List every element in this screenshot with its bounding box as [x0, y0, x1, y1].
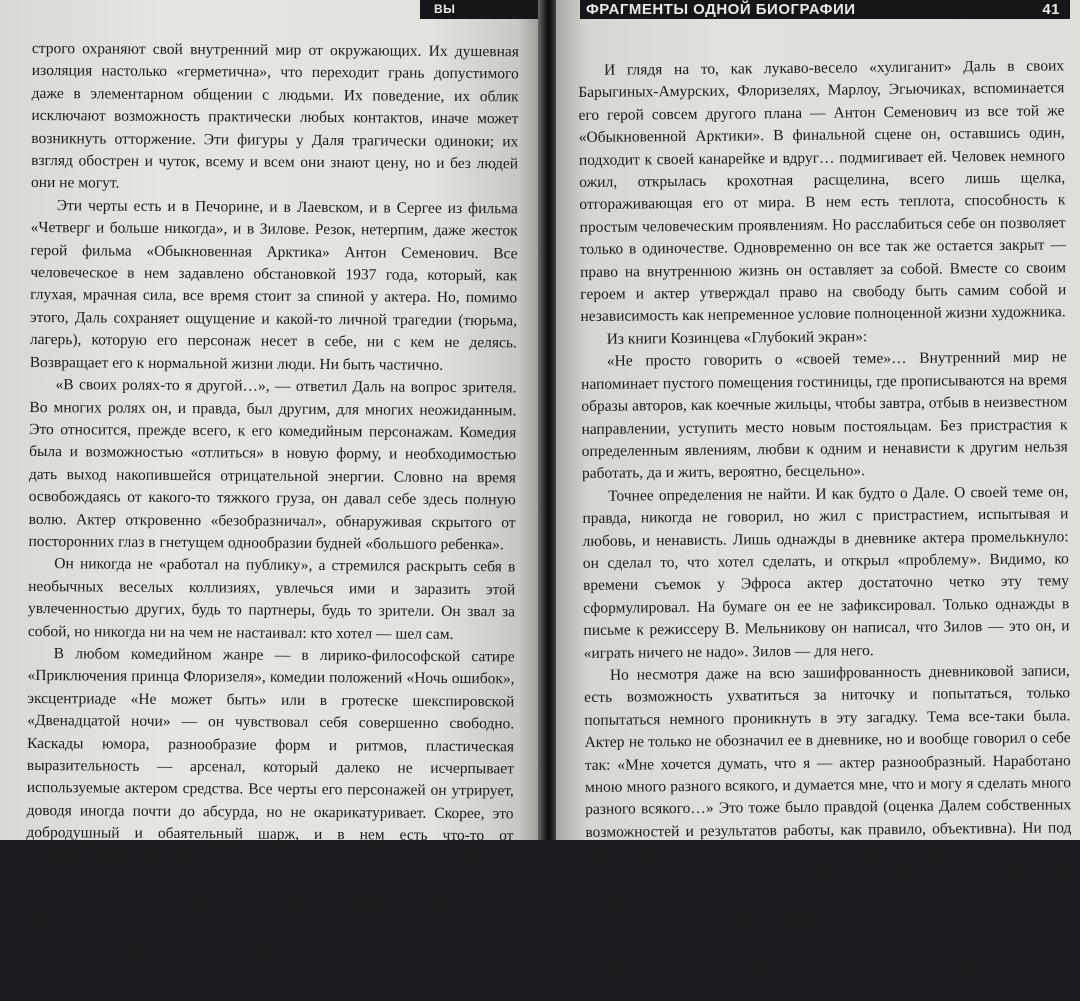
paragraph: Он никогда не «работал на публику», а стремился раскрыть себя в необычных веселых коллизиях, увлечься ими и заразить этой увлеченностью других, будь то партнеры, будь то зрители. Он звал за собой, но никогда ни на чем не настаивал: кто хотел — шел сам. — [27, 555, 516, 643]
paragraph: строго охраняют свой внутренний мир от окружающих. Их душевная изоляция настолько «герметична», что переходит грань допустимого даже в элементарном общении с людьми. Их поведение, их облик исключают возможность практически любых контактов, иначе может возникнуть отторжение. Эти фигуры у Даля трагически одиноки; их взгляд обострен и чуток, всему и всем они знают цену, но и без людей они не могут. — [30, 39, 519, 193]
left-page — [0, 0, 540, 956]
page-number: 41 — [1042, 1, 1060, 18]
paragraph: И глядя на то, как лукаво-весело «хулиганит» Даль в своих Барыгиных-Амурских, Флоризелях, Марлоу, Эгьючиках, вспоминается его герой совсем другого плана — Антон Семенович из все той же «Обыкновенной Арктики». В финальной сцене он, оставшись один, подходит к своей канарейке и вдруг… подмигивает ей. Человек немного ожил, открылась крохотная расщелина, всего лишь щелка, отгораживающая его от мира. В нем есть теплота, способность к простым человеческим проявлениям. Но расслабиться себе он позволяет только в одиночестве. Одновременно он все так же остается закрыт — право на внутреннюю жизнь он оставляет за собой. Вместе со своим героем и актер утверждал право на свободу быть самим собой и независимость как непременное условие полноценной жизни художника. — [578, 57, 1067, 326]
right-page — [556, 0, 1080, 998]
paragraph: «В своих ролях-то я другой…», — ответил Даль на вопрос зрителя. Во многих ролях он, и правда, был другим, для многих неожиданным. Это относится, прежде всего, к его комедийным персонажам. Комедия была и возможностью «отлиться» в новую форму, и необходимостью дать выход накопившейся отрицательной энергии. Словно на время освобождаясь от какого-то тяжкого груза, он давал себе здесь полную волю. Актер откровенно «безобразничал», обнаруживая скрытого от посторонних глаз в гнетущем однообразии будней «большого ребенка». — [28, 376, 517, 554]
paragraph: В любом комедийном жанре — в лирико-философской сатире «Приключения принца Флоризеля», комедии положений «Ночь ошибок», эксцентриаде «Не может быть» или в гротеске шекспировской «Двенадцатой ночи» — он чувствовал себя совершенно свободно. Каскады юмора, разнообразие форм и ритмов, пластическая выразительность — арсенал, который далеко не исчерпывает используемые актером средства. Все черты его персонажей он утрирует, доводя иногда почти до абсурда, но не окарикатуривает. Скорее, это добродушный и обаятельный шарж, и в нем есть что-то от великодушной серьезности, с которой взрослые порой относятся к ребенку. — [26, 645, 515, 887]
left-page-text — [26, 38, 519, 960]
paragraph: Точнее определения не найти. И как будто о Дале. О своей теме он, правда, никогда не говорил, но жил с пристрастием, испытывая и любовь, и ненависть. Лишь однажды в дневнике актера промелькнуло: он сделал то, что хотел сделать, и открыл «проблему». Видимо, ко времени съемок у Эфроса актер достаточно четко эту тему сформулировал. На бумаге он ее не зафиксировал. Только однажды в письме к режиссеру В. Мельникову он написал, что Зилов — это он, и «играть ничего не надо». Зилов — для него. — [582, 483, 1070, 662]
paragraph: Из книги Козинцева «Глубокий экран»: — [606, 328, 868, 348]
paragraph: Но несмотря даже на всю зашифрованность дневниковой записи, есть возможность ухватиться за ниточку и попытаться, только попытаться немного проникнуть в эту загадку. Тема все-таки была. Актер не только не обозначил ее в дневнике, но и вообще говорил о себе так: «Мне хочется думать, что я — актер разнообразный. Наработано мною много разного всякого, и думается мне, что и могу я сделать много разного всякого…» Это тоже было правдой (оценка Далем собственных возможностей и результатов работы, как правило, объективна). Ни под какие традиционные каноны его талант подвести нельзя. Более того, он сам эти каноны ломал, меняя привычные представления об актерском самовыражении (недаром многие причисляли его то к одной, то к другой театральной школе), меняя и представления о жанрах. — [584, 662, 1073, 931]
left-running-head-text: ВЫ — [434, 2, 456, 16]
running-head-title: ФРАГМЕНТЫ ОДНОЙ БИОГРАФИИ — [586, 1, 856, 18]
paragraph: В этот свой мир, талантливый мир театрализованного представления, Олег Даль пускал всех настолько же охотно, насколько непреклонно закрывал мир своих сокровенных мыслей и чувств. — [25, 891, 514, 956]
quote-paragraph: «Не просто говорить о «своей теме»… Внутренний мир не напоминает пустого помещения гостиницы, где прописываются на время образы авторов, как коечные жильцы, чтобы завтра, отбыв в неизвестном направлении, уступить место новым постояльцам. Без пристрастия к определенным явлениям, любви к одним и ненависти к другим нельзя работать, да и жить, вероятно, бесцельно». — [581, 348, 1068, 483]
paragraph: Эти черты есть и в Печорине, и в Лаевском, и в Сергее из фильма «Четверг и больше никогда», и в Зилове. Резок, нетерпим, даже жесток герой фильма «Обыкновенная Арктика» Антон Семенович. Все человеческое в нем задавлено обстановкой 1937 года, который, как глухая, мрачная сила, все время стоит за спиной у актера. Но, помимо этого, Даль сохраняет ощущение и какой-то личной трагедии (тюрьма, лагерь), которую его персонаж несет в себе, ни с кем не делясь. Возвращает его к нормальной жизни люди. Ни быть частично. — [29, 197, 518, 374]
paragraph: Даль мог свободно работать в любом из них. Но он повторял: «Чистых жанров не бывает», — и сплавлял в одном образе вещи самые раз- — [586, 931, 1073, 998]
book-gutter — [538, 0, 558, 840]
right-running-head — [580, 0, 1070, 19]
left-running-head — [420, 0, 540, 19]
right-page-text — [578, 55, 1073, 1001]
